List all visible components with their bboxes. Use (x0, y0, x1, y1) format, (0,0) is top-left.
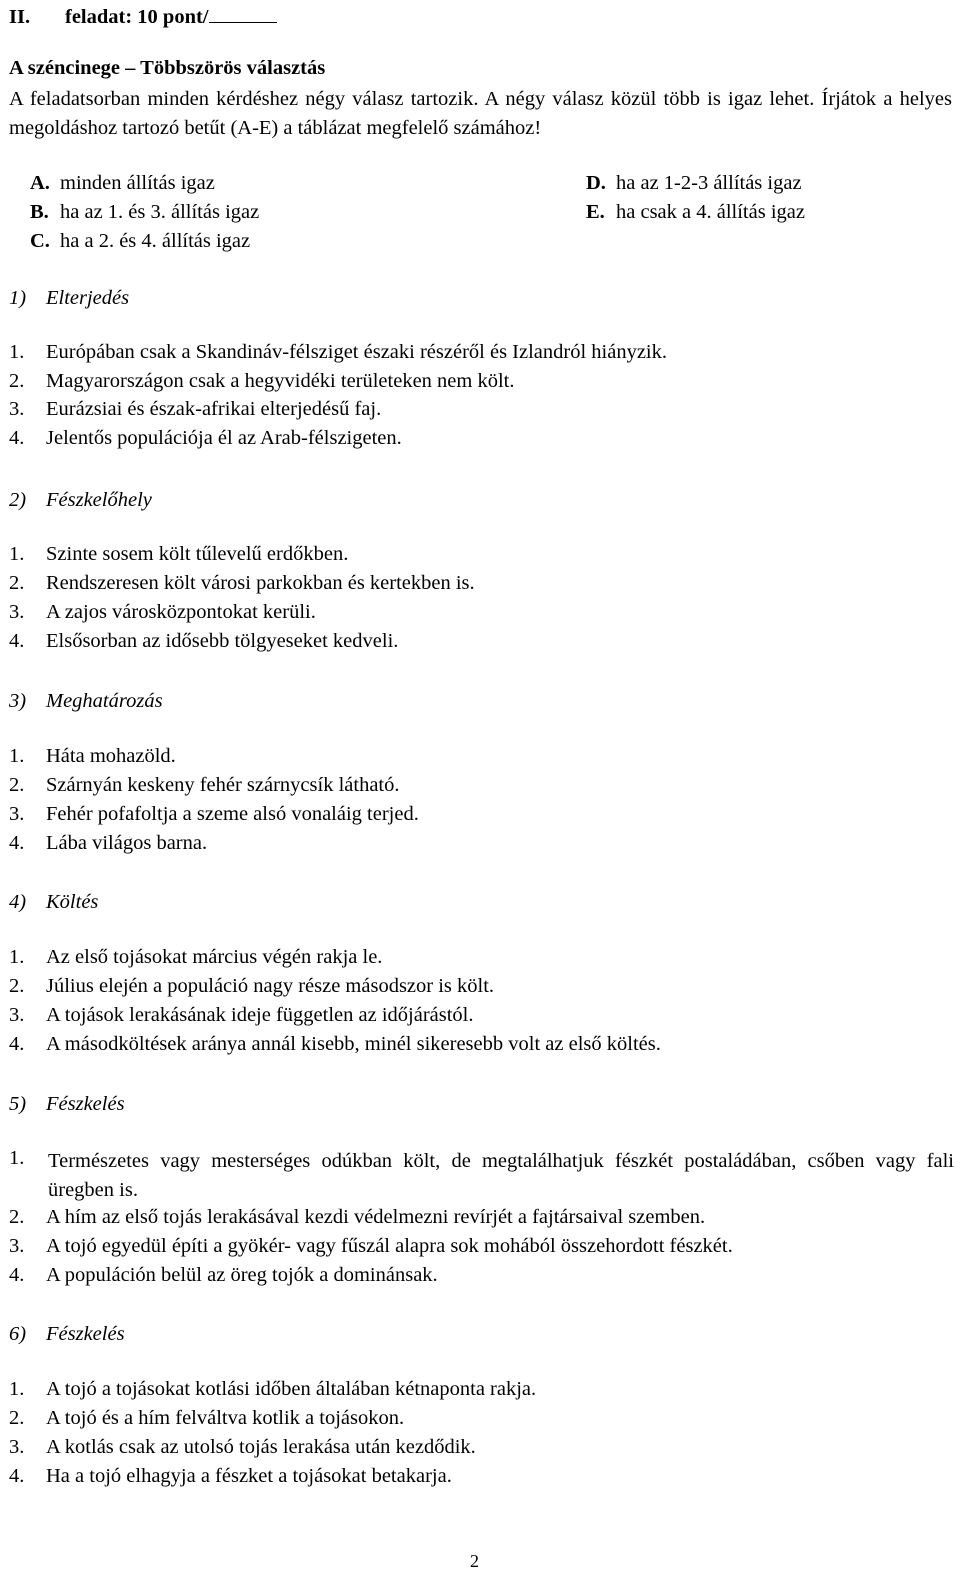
item-number: 2) (9, 489, 27, 511)
item-number: 5) (9, 1093, 27, 1115)
item-text: A kotlás csak az utolsó tojás lerakása után kezdődik. (46, 1436, 476, 1458)
item-text: Lába világos barna. (46, 832, 208, 854)
item-number: 4. (9, 832, 25, 854)
section-title-6 (9, 1323, 125, 1346)
option-text: minden állítás igaz (60, 172, 215, 194)
statement-item (9, 398, 954, 421)
item-number: 3. (9, 1235, 25, 1257)
item-text: Magyarországon csak a hegyvidéki területeken nem költ. (46, 370, 515, 392)
statement-item (9, 1235, 954, 1258)
task-title: A széncinege – Többszörös választás (9, 57, 326, 79)
page-number: 2 (470, 1551, 479, 1571)
item-number: 2. (9, 774, 25, 796)
item-number: 2. (9, 572, 25, 594)
item-text: A tojó a tojásokat kotlási időben általában kétnaponta rakja. (46, 1378, 537, 1400)
item-text: Fészkelőhely (46, 489, 152, 511)
item-text: A populáción belül az öreg tojók a dominánsak. (46, 1264, 438, 1286)
statement-item (9, 1206, 954, 1229)
item-number: 4. (9, 1264, 25, 1286)
statement-item (9, 832, 954, 855)
item-text: Szárnyán keskeny fehér szárnycsík látható. (46, 774, 400, 796)
statement-item (9, 601, 954, 624)
item-text: Szinte sosem költ tűlevelű erdőkben. (46, 543, 349, 565)
item-number: 2. (9, 1407, 25, 1429)
statement-item (9, 745, 954, 768)
item-number: 3. (9, 398, 25, 420)
item-text: Ha a tojó elhagyja a fészket a tojásokat betakarja. (46, 1465, 452, 1487)
statement-item (9, 341, 954, 364)
statement-item (9, 1436, 954, 1459)
item-text: A zajos városközpontokat kerüli. (46, 601, 316, 623)
statement-item (9, 572, 954, 595)
statement-item (9, 1407, 954, 1430)
item-number: 1. (9, 1378, 25, 1400)
item-number: 1. (9, 1147, 25, 1169)
item-text: Rendszeresen költ városi parkokban és kertekben is. (46, 572, 475, 594)
task-roman-numeral: II. (9, 6, 31, 28)
statement-item (9, 1147, 954, 1205)
item-number: 1. (9, 946, 25, 968)
item-text: Eurázsiai és észak-afrikai elterjedésű faj. (46, 398, 382, 420)
item-number: 1. (9, 341, 25, 363)
item-number: 1) (9, 287, 27, 309)
item-text: A tojó egyedül építi a gyökér- vagy fűszál alapra sok mohából összehordott fészkét. (46, 1235, 733, 1257)
statement-item (9, 774, 954, 797)
item-number: 3. (9, 601, 25, 623)
option-text: ha csak a 4. állítás igaz (616, 201, 805, 223)
option-b (30, 201, 259, 224)
option-d (586, 172, 802, 195)
option-letter: A. (30, 172, 50, 194)
section-title-1 (9, 287, 129, 310)
option-a (30, 172, 215, 195)
item-text: Fészkelés (46, 1323, 125, 1345)
statement-item (9, 1264, 954, 1287)
task-points-label: feladat: 10 pont/ (65, 6, 209, 28)
item-text: A hím az első tojás lerakásával kezdi védelmezni revírjét a fajtársaival szemben. (46, 1206, 706, 1228)
item-number: 3) (9, 690, 27, 712)
item-number: 3. (9, 1436, 25, 1458)
option-letter: B. (30, 201, 49, 223)
section-title-5 (9, 1093, 125, 1116)
item-text: Fészkelés (46, 1093, 125, 1115)
item-number: 4. (9, 630, 25, 652)
option-text: ha az 1. és 3. állítás igaz (60, 201, 260, 223)
item-text: Fehér pofafoltja a szeme alsó vonaláig terjed. (46, 803, 419, 825)
statement-item (9, 543, 954, 566)
statement-item (9, 1033, 954, 1056)
statement-item (9, 370, 954, 393)
item-number: 1. (9, 745, 25, 767)
item-number: 4) (9, 891, 27, 913)
statement-item (9, 946, 954, 969)
item-number: 4. (9, 427, 25, 449)
task-header (9, 4, 277, 29)
statement-item (9, 1004, 954, 1027)
section-title-4 (9, 891, 98, 914)
item-text: Háta mohazöld. (46, 745, 176, 767)
statement-item (9, 630, 954, 653)
item-text: Elterjedés (46, 287, 130, 309)
item-text: Jelentős populációja él az Arab-félszigeten. (46, 427, 402, 449)
item-text: Meghatározás (46, 690, 163, 712)
item-number: 2. (9, 1206, 25, 1228)
item-number: 2. (9, 370, 25, 392)
item-text: Európában csak a Skandináv-félsziget északi részéről és Izlandról hiányzik. (46, 341, 668, 363)
item-text: Július elején a populáció nagy része másodszor is költ. (46, 975, 495, 997)
item-text: Az első tojásokat március végén rakja le. (46, 946, 383, 968)
item-number: 4. (9, 1033, 25, 1055)
statement-item (9, 975, 954, 998)
item-text: Költés (46, 891, 99, 913)
item-text: Természetes vagy mesterséges odúkban költ, de megtalálhatjuk fészkét postaládában, csőben vagy fali üregben is. (48, 1150, 954, 1201)
item-text: A tojások lerakásának ideje független az időjárástól. (46, 1004, 474, 1026)
option-text: ha a 2. és 4. állítás igaz (60, 230, 251, 252)
item-number: 2. (9, 975, 25, 997)
item-number: 6) (9, 1323, 27, 1345)
item-text: A másodköltések aránya annál kisebb, minél sikeresebb volt az első költés. (46, 1033, 661, 1055)
item-number: 3. (9, 1004, 25, 1026)
item-text: Elsősorban az idősebb tölgyeseket kedveli. (46, 630, 399, 652)
statement-item (9, 427, 954, 450)
statement-item (9, 1378, 954, 1401)
option-letter: E. (586, 201, 605, 223)
task-instructions: A feladatsorban minden kérdéshez négy válasz tartozik. A négy válasz közül több is igaz lehet. Írjátok a helyes megoldáshoz tartozó betűt (A-E) a táblázat megfelelő számához! (9, 88, 952, 139)
section-title-3 (9, 690, 163, 713)
option-letter: C. (30, 230, 50, 252)
item-number: 3. (9, 803, 25, 825)
item-number: 4. (9, 1465, 25, 1487)
option-letter: D. (586, 172, 606, 194)
option-text: ha az 1-2-3 állítás igaz (616, 172, 802, 194)
item-text: A tojó és a hím felváltva kotlik a tojásokon. (46, 1407, 405, 1429)
item-number: 1. (9, 543, 25, 565)
score-blank-line[interactable] (209, 4, 277, 23)
option-c (30, 230, 250, 253)
statement-item (9, 803, 954, 826)
statement-item (9, 1465, 954, 1488)
section-title-2 (9, 489, 152, 512)
option-e (586, 201, 805, 224)
